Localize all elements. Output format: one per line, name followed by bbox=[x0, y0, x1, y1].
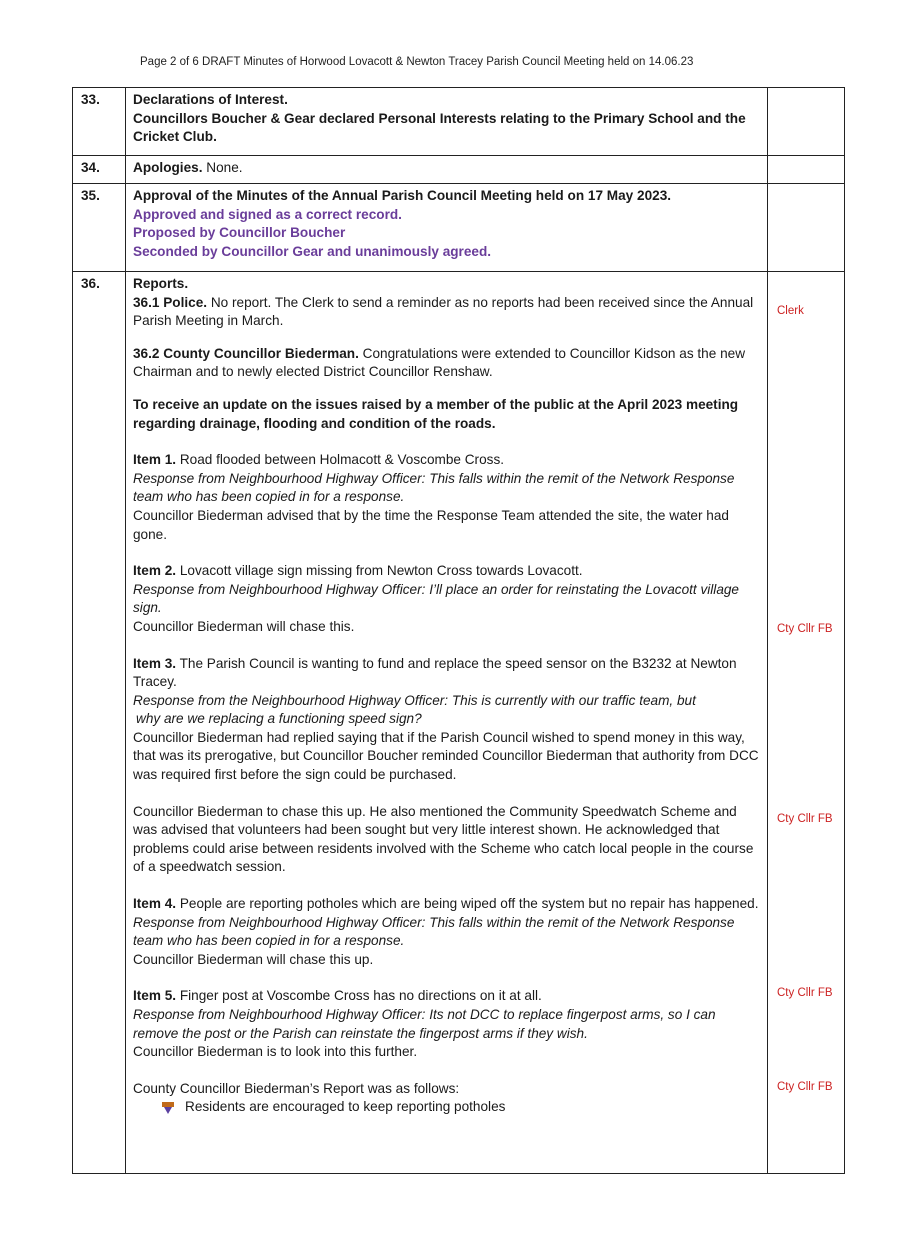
item-response: Response from the Neighbourhood Highway Officer: This is currently with our traffic team, but bbox=[133, 692, 696, 708]
item-response: Response from Neighbourhood Highway Officer: Its not DCC to replace fingerpost arms, so I can remove the post or the Parish can reinstate the fingerpost arms if they wish. bbox=[133, 1007, 716, 1041]
police-report bbox=[133, 294, 761, 331]
minute-row-33 bbox=[73, 88, 845, 156]
minute-title: Approval of the Minutes of the Annual Parish Council Meeting held on 17 May 2023. bbox=[133, 188, 672, 203]
item-text: Road flooded between Holmacott & Voscombe Cross. bbox=[179, 452, 505, 468]
item-text: The Parish Council is wanting to fund and replace the speed sensor on the B3232 at Newton Tracey. bbox=[133, 655, 737, 690]
item-label: Item 3. bbox=[133, 655, 177, 671]
county-councillor-report bbox=[133, 345, 761, 382]
county-label: 36.2 County Councillor Biederman. bbox=[133, 345, 359, 361]
minute-text: None. bbox=[206, 160, 243, 175]
action-cell bbox=[768, 88, 845, 156]
item-label: Item 5. bbox=[133, 988, 177, 1004]
page-header: Page 2 of 6 DRAFT Minutes of Horwood Lovacott & Newton Tracey Parish Council Meeting held on 14.06.23 bbox=[140, 56, 694, 68]
minute-body bbox=[126, 156, 768, 184]
item-note: Councillor Biederman had replied saying that if the Parish Council wished to spend money in this way, that was its prerogative, but Councillor Boucher reminded Councillor Biederman that authority from DCC was required first before the sign could be purchased. bbox=[133, 729, 759, 783]
bullet-text: Residents are encouraged to keep reporting potholes bbox=[185, 1099, 506, 1115]
item-note: Councillor Biederman will chase this. bbox=[133, 618, 355, 634]
police-label: 36.1 Police. bbox=[133, 294, 208, 310]
seconder-line: Seconded by Councillor Gear and unanimously agreed. bbox=[133, 243, 492, 259]
item-1 bbox=[133, 451, 761, 544]
minute-body bbox=[126, 88, 768, 156]
item-note: Councillor Biederman will chase this up. bbox=[133, 951, 374, 967]
action-item2: Cty Cllr FB bbox=[777, 623, 833, 635]
item-response: Response from Neighbourhood Highway Officer: This falls within the remit of the Network Response team who has been copied in for a response. bbox=[133, 914, 735, 949]
action-cell bbox=[768, 272, 845, 1174]
item-label: Item 4. bbox=[133, 896, 177, 912]
minute-number: 35. bbox=[73, 184, 126, 272]
item-label: Item 1. bbox=[133, 452, 177, 468]
minute-number: 34. bbox=[73, 156, 126, 184]
minute-number: 36. bbox=[73, 272, 126, 1174]
report-intro: County Councillor Biederman’s Report was as follows: bbox=[133, 1080, 460, 1096]
police-text: No report. The Clerk to send a reminder as no reports had been received since the Annual Parish Meeting in March. bbox=[133, 294, 754, 329]
item-text: Finger post at Voscombe Cross has no directions on it at all. bbox=[179, 988, 542, 1004]
item-text: People are reporting potholes which are being wiped off the system but no repair has happened. bbox=[179, 896, 759, 912]
update-heading: To receive an update on the issues raised by a member of the public at the April 2023 meeting regarding drainage, flooding and condition of the roads. bbox=[133, 396, 739, 431]
county-text: Congratulations were extended to Councillor Kidson as the new Chairman and to newly elected District Councillor Renshaw. bbox=[133, 345, 746, 380]
arrow-down-bullet-icon bbox=[161, 1101, 185, 1121]
minute-text: Councillors Boucher & Gear declared Personal Interests relating to the Primary School and the Cricket Club. bbox=[133, 110, 746, 145]
action-item4: Cty Cllr FB bbox=[777, 987, 833, 999]
minute-body bbox=[126, 272, 768, 1174]
minute-row-36 bbox=[73, 272, 845, 1174]
item-note: Councillor Biederman advised that by the time the Response Team attended the site, the water had gone. bbox=[133, 507, 729, 542]
minute-body bbox=[126, 184, 768, 272]
item-2 bbox=[133, 562, 761, 636]
item-label: Item 2. bbox=[133, 563, 177, 579]
item-4 bbox=[133, 895, 761, 969]
proposer-line: Proposed by Councillor Boucher bbox=[133, 225, 346, 241]
action-item5: Cty Cllr FB bbox=[777, 1081, 833, 1093]
minute-title: Apologies. bbox=[133, 160, 203, 175]
item-text: Lovacott village sign missing from Newton Cross towards Lovacott. bbox=[179, 563, 583, 579]
minute-title: Reports. bbox=[133, 276, 189, 291]
minute-row-35 bbox=[73, 184, 845, 272]
minute-number: 33. bbox=[73, 88, 126, 156]
item-3 bbox=[133, 655, 761, 878]
action-clerk: Clerk bbox=[777, 305, 804, 317]
resolution-line: Approved and signed as a correct record. bbox=[133, 206, 402, 222]
action-cell bbox=[768, 156, 845, 184]
minute-row-34 bbox=[73, 156, 845, 184]
action-item3: Cty Cllr FB bbox=[777, 813, 833, 825]
item-response-cont: why are we replacing a functioning speed sign? bbox=[136, 711, 422, 727]
item-note: Councillor Biederman is to look into this further. bbox=[133, 1044, 418, 1060]
item-5 bbox=[133, 987, 761, 1061]
action-cell bbox=[768, 184, 845, 272]
item-response: Response from Neighbourhood Highway Officer: I’ll place an order for reinstating the Lovacott village sign. bbox=[133, 581, 739, 616]
minute-title: Declarations of Interest. bbox=[133, 92, 288, 107]
bullet-item bbox=[133, 1098, 761, 1118]
item-note-2: Councillor Biederman to chase this up. He also mentioned the Community Speedwatch Scheme and was advised that volunteers had been sought but very little interest shown. He acknowledged that problems could arise between residents involved with the Scheme who catch local people in the course of a speedwatch session. bbox=[133, 803, 754, 875]
minutes-table bbox=[72, 87, 845, 1174]
item-response: Response from Neighbourhood Highway Officer: This falls within the remit of the Network Response team who has been copied in for a response. bbox=[133, 470, 735, 505]
